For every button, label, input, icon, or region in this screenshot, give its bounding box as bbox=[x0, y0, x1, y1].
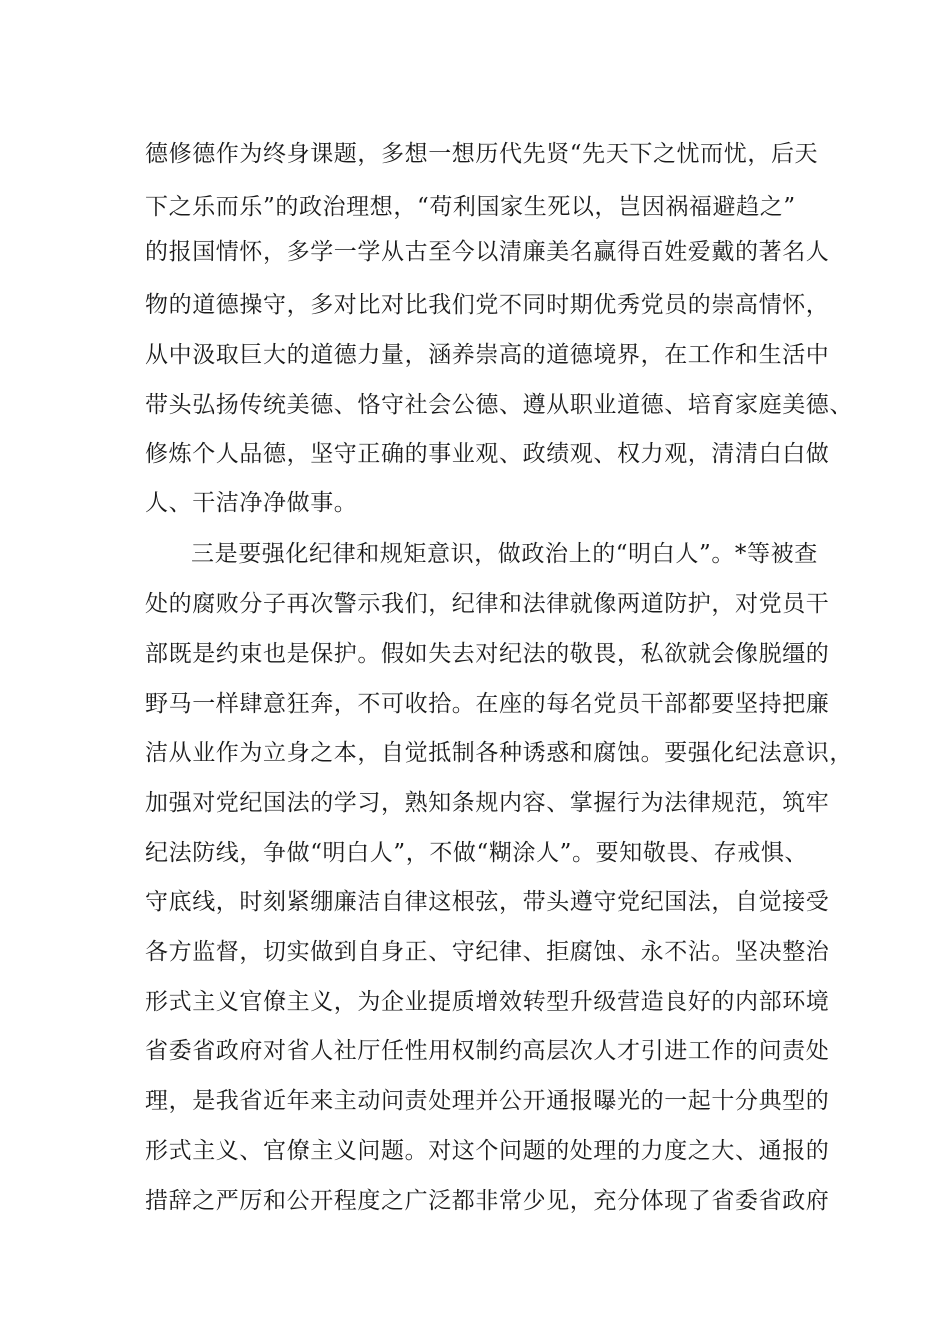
text-line: 形式主义、官僚主义问题。对这个问题的处理的力度之大、通报的 bbox=[145, 1138, 830, 1164]
text-line: 下之乐而乐”的政治理想，“苟利国家生死以，岂因祸福避趋之” bbox=[145, 194, 796, 220]
text-line: 物的道德操守，多对比对比我们党不同时期优秀党员的崇高情怀， bbox=[145, 292, 830, 318]
text-line: 加强对党纪国法的学习，熟知条规内容、掌握行为法律规范，筑牢 bbox=[145, 790, 830, 816]
text-line: 省委省政府对省人社厅任性用权制约高层次人才引进工作的问责处 bbox=[145, 1038, 830, 1064]
text-line: 带头弘扬传统美德、恪守社会公德、遵从职业道德、培育家庭美德、 bbox=[145, 392, 853, 418]
text-line: 德修德作为终身课题，多想一想历代先贤“先天下之忧而忧，后天 bbox=[145, 141, 819, 167]
text-line: 理，是我省近年来主动问责处理并公开通报曝光的一起十分典型的 bbox=[145, 1088, 830, 1114]
text-line: 部既是约束也是保护。假如失去对纪法的敬畏，私欲就会像脱缰的 bbox=[145, 641, 830, 667]
text-line: 处的腐败分子再次警示我们，纪律和法律就像两道防护，对党员干 bbox=[145, 591, 830, 617]
text-line: 形式主义官僚主义，为企业提质增效转型升级营造良好的内部环境 bbox=[145, 989, 830, 1015]
text-line: 修炼个人品德，坚守正确的事业观、政绩观、权力观，清清白白做 bbox=[145, 441, 830, 467]
text-line: 的报国情怀，多学一学从古至今以清廉美名赢得百姓爱戴的著名人 bbox=[145, 239, 830, 265]
text-line: 三是要强化纪律和规矩意识，做政治上的“明白人”。*等被查 bbox=[191, 541, 818, 567]
text-line: 野马一样肆意狂奔，不可收拾。在座的每名党员干部都要坚持把廉 bbox=[145, 691, 830, 717]
text-line: 纪法防线，争做“明白人”，不做“糊涂人”。要知敬畏、存戒惧、 bbox=[145, 840, 809, 866]
text-line: 各方监督，切实做到自身正、守纪律、拒腐蚀、永不沾。坚决整治 bbox=[145, 939, 830, 965]
text-line: 措辞之严厉和公开程度之广泛都非常少见，充分体现了省委省政府 bbox=[145, 1188, 830, 1214]
text-line: 洁从业作为立身之本，自觉抵制各种诱惑和腐蚀。要强化纪法意识， bbox=[145, 740, 853, 766]
text-line: 守底线，时刻紧绷廉洁自律这根弦，带头遵守党纪国法，自觉接受 bbox=[145, 889, 830, 915]
text-line: 人、干洁净净做事。 bbox=[145, 490, 358, 516]
text-line: 从中汲取巨大的道德力量，涵养崇高的道德境界，在工作和生活中 bbox=[145, 342, 830, 368]
